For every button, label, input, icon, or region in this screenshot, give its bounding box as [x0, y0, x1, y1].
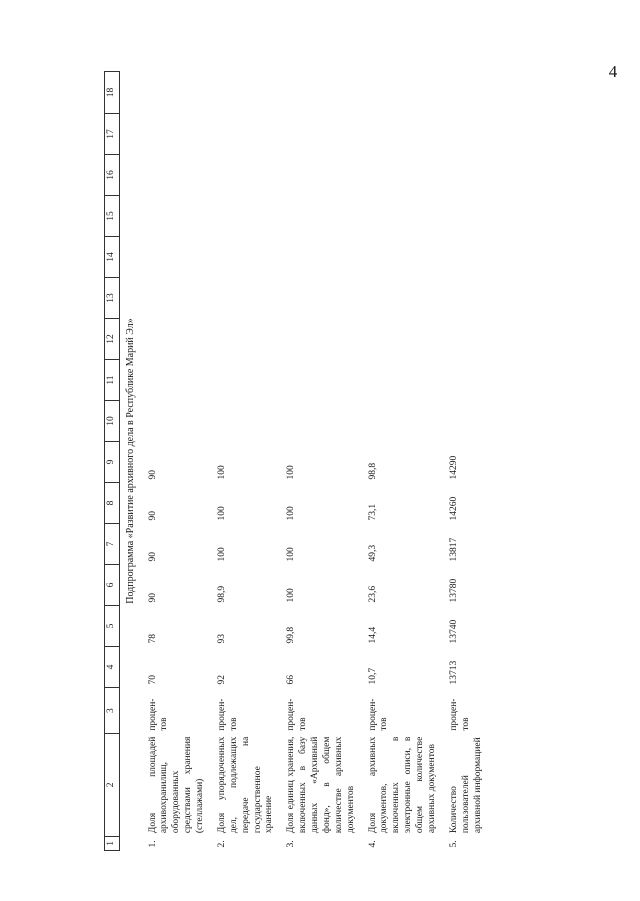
value-cell: 99,8 [286, 626, 297, 644]
value-cell: 100 [216, 506, 227, 521]
subprogram-row [120, 72, 144, 851]
value-cell: 14290 [448, 455, 459, 480]
value-cell: 100 [286, 588, 297, 603]
column-header: 2 [105, 734, 120, 837]
indicator-name: Доля архивных документов, включенных в электронные описи, в общем количестве архивных документов [367, 736, 437, 834]
row-number: 5. [448, 840, 459, 848]
value-cell: 100 [216, 547, 227, 562]
column-header: 11 [105, 360, 120, 401]
value-cell: 100 [286, 465, 297, 480]
indicator-name: Доля площадей архивохранилищ, оборудованных средствами хранения (стеллажами) [147, 736, 205, 834]
value-cell: 13740 [448, 619, 459, 644]
value-cell: 78 [147, 634, 158, 644]
value-cell: 14260 [448, 496, 459, 521]
table-row [144, 72, 213, 851]
value-cell: 92 [216, 675, 227, 685]
column-header: 15 [105, 196, 120, 237]
value-cell: 13713 [448, 660, 459, 685]
column-header: 6 [105, 565, 120, 606]
indicator-table-sheet [104, 71, 520, 851]
table-row [445, 72, 491, 851]
column-header: 18 [105, 72, 120, 114]
value-cell: 49,3 [367, 544, 378, 562]
indicator-name: Доля единиц хранения, включенных в базу данных «Архивный фонд», в общем количестве архивных документов [286, 736, 356, 834]
value-cell: 90 [147, 511, 158, 521]
value-cell: 13780 [448, 578, 459, 603]
value-cell: 93 [216, 634, 227, 644]
value-cell: 90 [147, 552, 158, 562]
column-header: 1 [105, 836, 120, 850]
value-cell: 13817 [448, 537, 459, 562]
value-cell: 98,8 [367, 462, 378, 480]
column-header: 17 [105, 114, 120, 155]
column-header: 8 [105, 483, 120, 524]
table-row [364, 72, 445, 851]
value-cell: 100 [286, 506, 297, 521]
row-number: 4. [367, 840, 378, 848]
value-cell: 23,6 [367, 585, 378, 603]
row-number: 2. [216, 840, 227, 848]
column-header: 4 [105, 647, 120, 688]
column-header: 10 [105, 401, 120, 442]
value-cell: 100 [286, 547, 297, 562]
value-cell: 14,4 [367, 626, 378, 644]
value-cell: 90 [147, 470, 158, 480]
unit-cell: процен-тов [367, 698, 390, 731]
indicator-name: Количество пользователей архивной информацией [448, 737, 483, 834]
column-header: 3 [105, 688, 120, 734]
column-header: 12 [105, 319, 120, 360]
unit-cell: процен-тов [448, 698, 471, 731]
column-header: 16 [105, 155, 120, 196]
table-row [282, 72, 363, 851]
unit-cell: процен-тов [286, 698, 309, 731]
indicator-table [104, 71, 490, 851]
unit-cell: процен-тов [147, 698, 170, 731]
subprogram-title: Подпрограмма «Развитие архивного дела в Республике Марий Эл» [125, 318, 136, 604]
value-cell: 100 [216, 465, 227, 480]
column-header: 14 [105, 237, 120, 278]
table-row [213, 72, 282, 851]
value-cell: 73,1 [367, 503, 378, 521]
column-number-row [105, 72, 120, 851]
column-header: 9 [105, 442, 120, 483]
indicator-name: Доля упорядоченных дел, подлежащих передаче на государственное хранение [216, 736, 275, 834]
value-cell: 10,7 [367, 667, 378, 685]
row-number: 3. [286, 840, 297, 848]
page-number: 4 [608, 62, 618, 81]
value-cell: 66 [286, 675, 297, 685]
column-header: 7 [105, 524, 120, 565]
row-number: 1. [147, 840, 158, 848]
column-header: 13 [105, 278, 120, 319]
value-cell: 70 [147, 675, 158, 685]
column-header: 5 [105, 606, 120, 647]
value-cell: 90 [147, 593, 158, 603]
value-cell: 98,9 [216, 585, 227, 603]
unit-cell: процен-тов [216, 698, 239, 731]
